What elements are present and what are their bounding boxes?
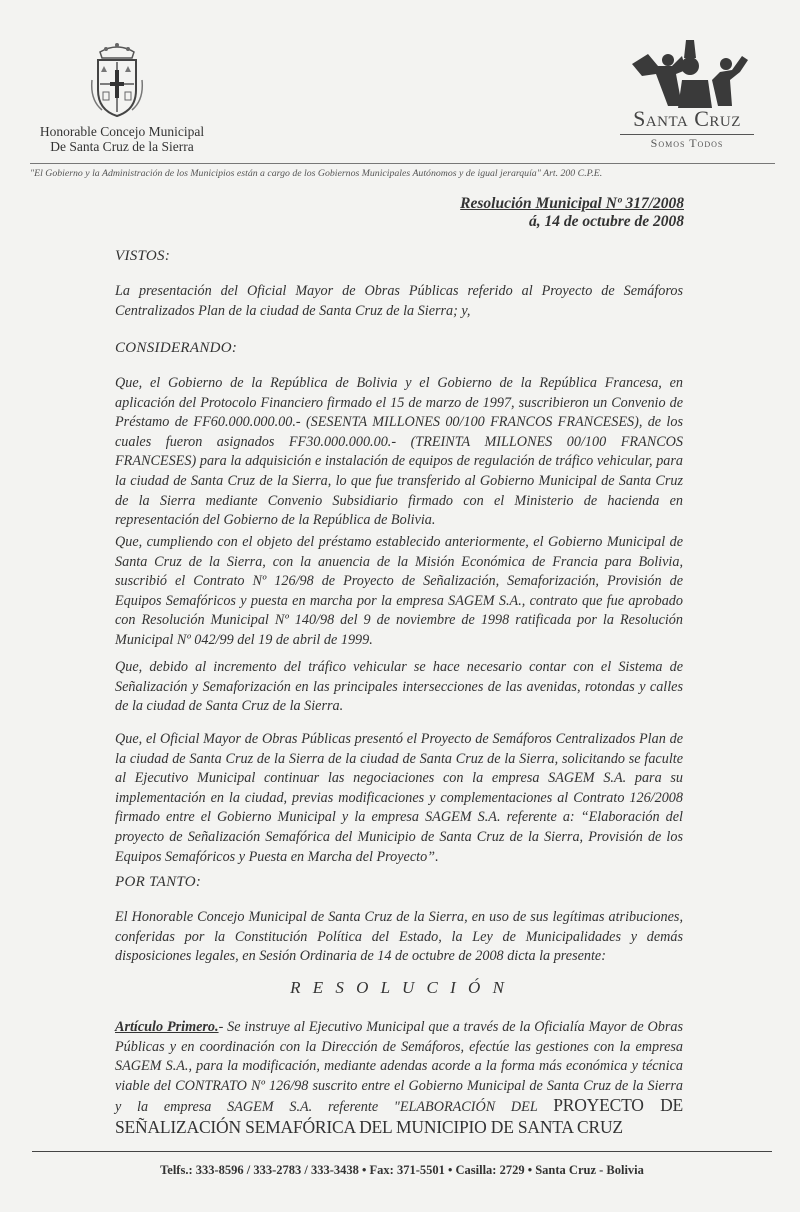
constitution-quote: "El Gobierno y la Administración de los Municipios están a cargo de los Gobiernos Municipales Autónomos y de igual jerarquía" Art. 200 C.P.E.: [30, 163, 775, 179]
brand-name: Santa Cruz: [633, 106, 741, 131]
paragraph-por-tanto: El Honorable Concejo Municipal de Santa Cruz de la Sierra, en uso de sus legítimas atribuciones, conferidas por la Constitución Política del Estado, la Ley de Municipalidades y demás disposiciones legales, en Sesión Ordinaria de 14 de octubre de 2008 dicta la presente:: [115, 909, 683, 965]
municipal-crest-logo: [88, 40, 146, 120]
paragraph-considerando-3: Que, debido al incremento del tráfico vehicular se hace necesario contar con el Sistema de Señalización y Semaforización en las principales intersecciones de las avenidas, rotondas y calles de la ciudad de Santa Cruz de la Sierra.: [115, 659, 683, 715]
article-label: Artículo Primero.: [115, 1019, 219, 1035]
paragraph-considerando-4: Que, el Oficial Mayor de Obras Públicas presentó el Proyecto de Semáforos Centralizados Plan de la ciudad de Santa Cruz de la Sierra de la ciudad de Santa Cruz de la Sierra, solicitando se faculte al Ejecutivo Municipal continuar las negociaciones con la empresa SAGEM S.A. para su implementación en la ciudad, previas modificaciones y complementaciones al Contrato 126/2008 firmado entre el Gobierno Municipal y la empresa SAGEM S.A. referente a: “Elaboración del proyecto de Señalización Semafórica del Municipio de Santa Cruz de la Sierra, Provisión de los Equipos Semafóricos y Puesta en Marcha del Proyecto”.: [115, 731, 683, 865]
paragraph-considerando-2: Que, cumpliendo con el objeto del préstamo establecido anteriormente, el Gobierno Municipal de Santa Cruz de la Sierra, con la anuencia de la Misión Económica de Francia para Bolivia, suscribió el Contrato Nº 126/98 de Proyecto de Señalización, Semaforización, Provisión de Equipos Semafóricos y puesta en marcha por la empresa SAGEM S.A., contrato que fue aprobado con Resolución Municipal Nº 140/98 del 9 de noviembre de 1998 ratificada por la Resolución Municipal Nº 042/99 del 19 de abril de 1999.: [115, 534, 683, 648]
heading-vistos: VISTOS:: [115, 248, 171, 264]
paragraph-vistos: La presentación del Oficial Mayor de Obras Públicas referido al Proyecto de Semáforos Centralizados Plan de la ciudad de Santa Cruz de la Sierra; y,: [115, 283, 683, 319]
footer-divider: [32, 1151, 772, 1152]
article-body: - Se instruye al Ejecutivo Municipal que a través de la Oficialía Mayor de Obras Públicas y en coordinación con la Dirección de Semáforos, efectúe las gestiones con la empresa SAGEM S.A., para la modificación, mediante adendas acorde a la forma más económica y técnica viable del CONTRATO Nº 126/98 suscrito entre el Gobierno Municipal de Santa Cruz de la Sierra y la empresa SAGEM S.A. referente "ELABORACIÓN DEL: [115, 1019, 683, 1116]
heading-resolucion: R E S O L U C I Ó N: [290, 978, 508, 997]
resolution-title: Resolución Municipal Nº 317/2008: [460, 195, 684, 212]
santa-cruz-people-logo: [612, 36, 762, 116]
council-name-line2: De Santa Cruz de la Sierra: [50, 139, 194, 154]
resolution-header: [460, 195, 684, 231]
paragraph-considerando-1: Que, el Gobierno de la República de Bolivia y el Gobierno de la República Francesa, en aplicación del Protocolo Financiero firmado el 15 de marzo de 1997, suscribieron un Convenio de Préstamo de FF60.000.000.00.- (SESENTA MILLONES 00/100 FRANCOS FRANCESES), de los cuales fueron asignados FF30.000.000.00.- (TREINTA MILLONES 00/100 FRANCOS FRANCESES) para la adquisición e instalación de equipos de regulación de tráfico vehicular, para la ciudad de Santa Cruz de la Sierra, lo que fue transferido al Gobierno Municipal de Santa Cruz de la Sierra mediante Convenio Subsidiario firmado con el Ministerio de hacienda en representación del Gobierno de la República de Bolivia.: [115, 375, 683, 529]
council-name-line1: Honorable Concejo Municipal: [39, 124, 205, 139]
footer-contact: Telfs.: 333-8596 / 333-2783 / 333-3438 • Fax: 371-5501 • Casilla: 2729 • Santa Cruz - Bolivia: [160, 1163, 644, 1177]
heading-por-tanto: POR TANTO:: [115, 874, 202, 890]
brand-block: [612, 106, 762, 151]
heading-considerando: CONSIDERANDO:: [115, 340, 238, 356]
article-primero: [115, 1018, 683, 1140]
brand-divider: [620, 134, 754, 135]
council-name: [22, 124, 222, 154]
resolution-date: á, 14 de octubre de 2008: [529, 213, 684, 230]
article-tail: PROYECTO DE SEÑALIZACIÓN SEMAFÓRICA DEL MUNICIPIO DE SANTA CRUZ: [115, 1095, 683, 1137]
brand-slogan: Somos Todos: [650, 136, 724, 150]
